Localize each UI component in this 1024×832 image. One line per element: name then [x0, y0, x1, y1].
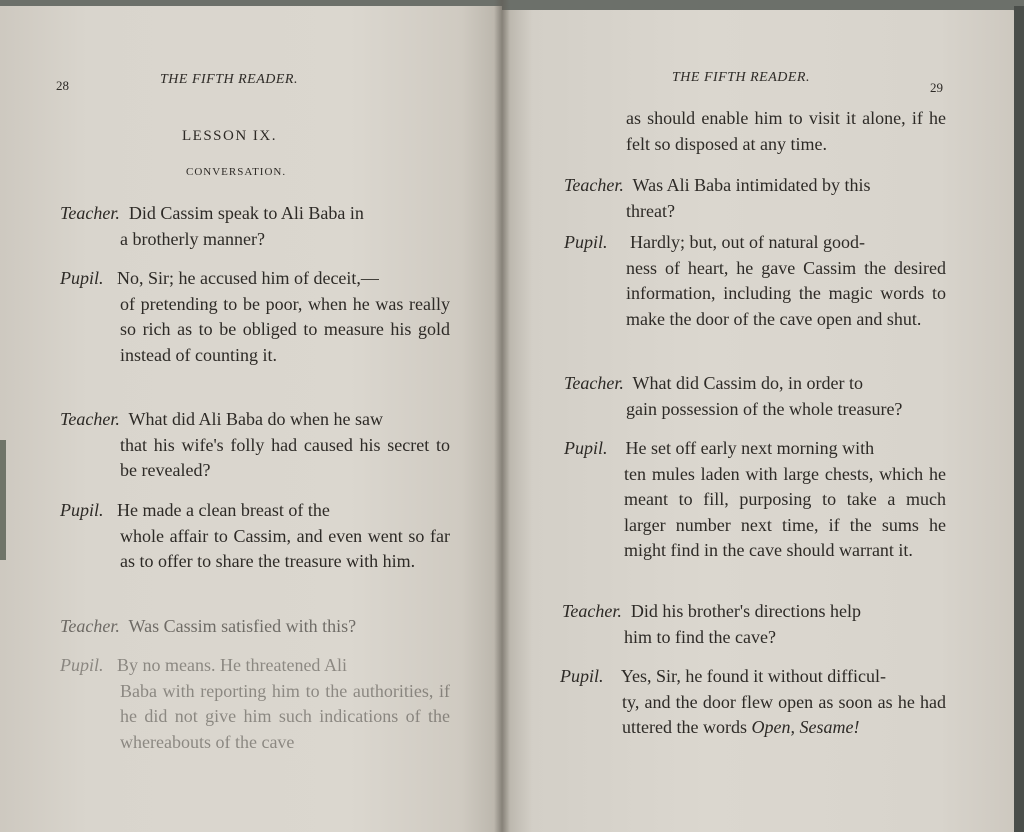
dialogue-entry: [60, 614, 450, 640]
entry-first-line: Did Cassim speak to Ali Baba in: [128, 203, 364, 223]
running-head-right: THE FIFTH READER.: [672, 70, 810, 85]
dialogue-entry: [562, 599, 946, 650]
book-gutter: [494, 0, 510, 832]
speaker-label: Pupil.: [564, 438, 608, 458]
speaker-label: Teacher.: [564, 175, 624, 195]
entry-continuation: of pretending to be poor, when he was really so rich as to be obliged to measure his gold instead of counting it.: [120, 293, 450, 365]
dialogue-entry: [60, 201, 450, 252]
entry-continuation: a brotherly manner?: [120, 228, 265, 249]
speaker-label: Pupil.: [60, 655, 104, 675]
lesson-subtitle: CONVERSATION.: [186, 166, 287, 178]
emphasis-text: Open, Sesame!: [751, 717, 860, 737]
entry-continuation: gain possession of the whole treasure?: [626, 398, 903, 419]
running-head-left: THE FIFTH READER.: [160, 72, 298, 87]
entry-first-line: He made a clean breast of the: [117, 500, 330, 520]
entry-first-line: Hardly; but, out of natural good-: [630, 232, 865, 252]
entry-first-line: What did Cassim do, in order to: [632, 373, 863, 393]
page-edge-tab: [0, 440, 6, 560]
speaker-label: Teacher.: [564, 373, 624, 393]
dialogue-entry: [564, 173, 946, 224]
entry-first-line: Was Cassim satisfied with this?: [128, 616, 357, 636]
speaker-label: Pupil.: [60, 268, 104, 288]
speaker-label: Teacher.: [60, 409, 120, 429]
entry-continuation: that his wife's folly had caused his secret to be revealed?: [120, 434, 450, 480]
entry-continuation: whole affair to Cassim, and even went so far as to offer to share the treasure with him.: [120, 525, 450, 571]
entry-first-line: By no means. He threatened Ali: [117, 655, 347, 675]
entry-continuation: Baba with reporting him to the authorities, if he did not give him such indications of the whereabouts of the cave: [120, 680, 450, 752]
entry-continuation: ten mules laden with large chests, which he meant to fill, purposing to take a much larger number next time, if the sums he might find in the cave should warrant it.: [624, 463, 946, 560]
dialogue-entry: [60, 653, 450, 755]
dialogue-entry: [60, 407, 450, 484]
entry-continuation: ness of heart, he gave Cassim the desired information, including the magic words to make the door of the cave open and shut.: [626, 257, 946, 329]
dialogue-entry: [60, 266, 450, 368]
speaker-label: Teacher.: [60, 616, 120, 636]
dialogue-entry: [560, 664, 946, 741]
dialogue-entry: [564, 436, 946, 564]
lesson-title: LESSON IX.: [182, 128, 278, 144]
speaker-label: Pupil.: [60, 500, 104, 520]
entry-continuation: ty, and the door flew open as soon as he had uttered the words: [622, 691, 946, 737]
right-page: [502, 10, 1016, 832]
entry-first-line: No, Sir; he accused him of deceit,—: [117, 268, 379, 288]
entry-first-line: Did his brother's directions help: [630, 601, 862, 621]
speaker-label: Teacher.: [60, 203, 120, 223]
page-number-right: 29: [930, 80, 943, 95]
entry-first-line: Yes, Sir, he found it without difficul-: [620, 666, 886, 686]
entry-continuation: threat?: [626, 200, 675, 221]
page-number-left: 28: [56, 78, 69, 93]
dialogue-entry: [564, 230, 946, 332]
dialogue-entry: [564, 371, 946, 422]
speaker-label: Pupil.: [564, 232, 608, 252]
speaker-label: Teacher.: [562, 601, 622, 621]
entry-continuation: him to find the cave?: [624, 626, 776, 647]
entry-first-line: He set off early next morning with: [625, 438, 875, 458]
continuation-text: as should enable him to visit it alone, if he felt so disposed at any time.: [626, 108, 946, 154]
dialogue-entry: [60, 498, 450, 575]
left-page: [0, 6, 502, 832]
entry-first-line: What did Ali Baba do when he saw: [128, 409, 383, 429]
book-edge: [1014, 6, 1024, 832]
entry-first-line: Was Ali Baba intimidated by this: [632, 175, 871, 195]
speaker-label: Pupil.: [560, 666, 604, 686]
